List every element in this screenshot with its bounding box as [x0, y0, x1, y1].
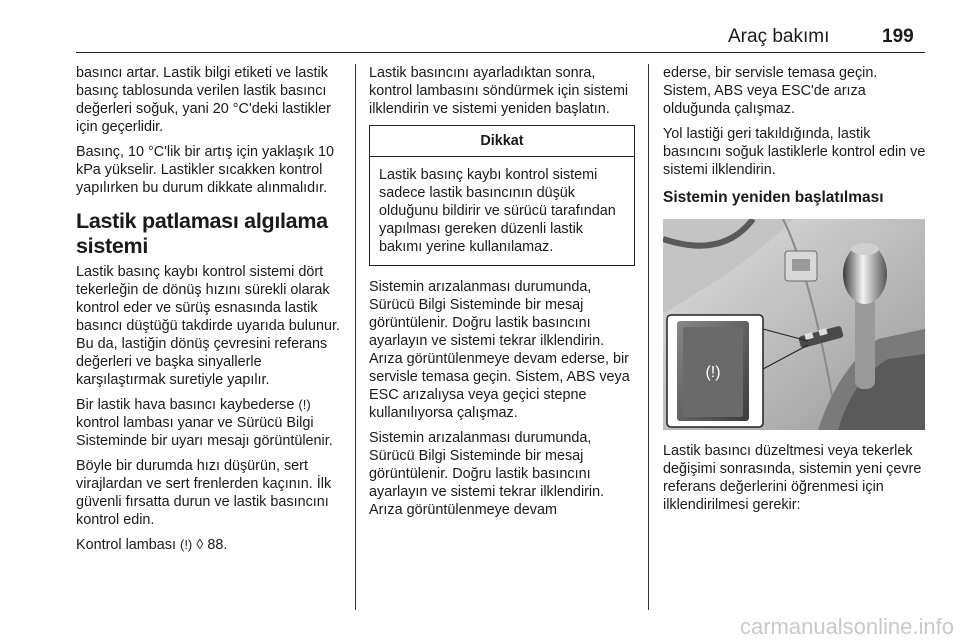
column-separator-1	[355, 64, 356, 610]
paragraph-system-description: Lastik basınç kaybı kontrol sistemi dört tekerleğin de dönüş hızını sürekli olarak kontrol eder ve sürüş esnasında lastik basıncı düştüğü takdirde uyarıda bulunur. Bu da, lastiğin dönüş çevresini referans değerleri ve başka sinyallerle karşılaştırmak suretiyle yapılır.	[76, 264, 341, 388]
paragraph-initialization-required: Lastik basıncı düzeltmesi veya tekerlek değişimi sonrasında, sistemin yeni çevre referans değerlerini öğrenmesi için ilklendirilmesi gerekir:	[663, 443, 922, 513]
page-number: 199	[882, 26, 914, 47]
watermark-text: carmanualsonline.info	[739, 614, 954, 639]
column-separator-2	[648, 64, 649, 610]
figure-tpms-button-symbol: (!)	[705, 364, 721, 381]
paragraph-road-tire-refit: Yol lastiği geri takıldığında, lastik basıncını soğuk lastiklerle kontrol edin ve sistemi ilklendirin.	[663, 126, 926, 178]
paragraph-initialize-after-adjust: Lastik basıncını ayarladıktan sonra, kontrol lambasını söndürmek için sistemi ilklendirin ve sistemi yeniden başlatın.	[369, 65, 629, 117]
paragraph-control-lamp-ref	[76, 536, 348, 554]
text-before-icon: Bir lastik hava basıncı kaybederse	[76, 397, 295, 413]
paragraph-malfunction-1: Sistemin arızalanması durumunda, Sürücü Bilgi Sisteminde bir mesaj görüntülenir. Doğru lastik basıncını ayarlayın ve sistemi tekrar ilklendirin. Arıza görüntülenmeye devam ederse, bir servisle temasa geçin. Sistem, ABS veya ESC arızalıysa veya geçici stepne kullanılıyorsa çalışmaz.	[369, 279, 630, 421]
section-heading-system-restart: Sistemin yeniden başlatılması	[663, 189, 884, 206]
paragraph-tire-pressure-values: basıncı artar. Lastik bilgi etiketi ve lastik basınç tablosunda verilen lastik basıncı değerleri soğuk, yani 20 °C'deki lastikler için geçerlidir.	[76, 65, 331, 135]
paragraph-pressure-loss-warning	[76, 396, 348, 450]
page-header-title: Araç bakımı	[728, 26, 830, 47]
paragraph-contact-service: ederse, bir servisle temasa geçin. Sistem, ABS veya ESC'de arıza olduğunda çalışmaz.	[663, 65, 878, 117]
tire-pressure-warning-icon: (!)	[298, 397, 311, 412]
column-1	[76, 64, 348, 561]
page-reference-link[interactable]: 88.	[207, 537, 228, 553]
notice-box	[369, 125, 635, 266]
control-lamp-label: Kontrol lambası	[76, 537, 176, 553]
text-after-icon: kontrol lambası yanar ve Sürücü Bilgi Sisteminde bir uyarı mesajı görüntülenir.	[76, 415, 333, 449]
header-rule	[76, 52, 925, 53]
section-heading-deflation-detection: Lastik patlaması algılama sistemi	[76, 209, 328, 258]
notice-body: Lastik basınç kaybı kontrol sistemi sadece lastik basıncının düşük olduğunu bildirir ve sürücü tarafından yapılması gereken düzenli lastik bakımı yerine kullanılamaz.	[379, 167, 616, 255]
notice-title: Dikkat	[370, 126, 634, 157]
paragraph-malfunction-2: Sistemin arızalanması durumunda, Sürücü Bilgi Sisteminde bir mesaj görüntülenir. Doğru lastik basıncını ayarlayın ve sistemi tekrar ilklendirin. Arıza görüntülenmeye devam	[369, 430, 605, 518]
column-3	[663, 64, 927, 521]
column-2	[369, 64, 635, 526]
paragraph-reduce-speed: Böyle bir durumda hızı düşürün, sert virajlardan ve sert frenlerden kaçının. İlk güvenli fırsatta durun ve lastik basıncını kontrol edin.	[76, 458, 332, 528]
center-console-illustration	[663, 219, 925, 430]
paragraph-pressure-increase: Basınç, 10 °C'lik bir artış için yaklaşık 10 kPa yükselir. Lastikler sıcakken kontrol yapılırken bu durum dikkate alınmalıdır.	[76, 144, 335, 196]
page-ref-arrow-icon: ◊	[196, 537, 204, 553]
tire-pressure-warning-icon: (!)	[179, 537, 193, 552]
